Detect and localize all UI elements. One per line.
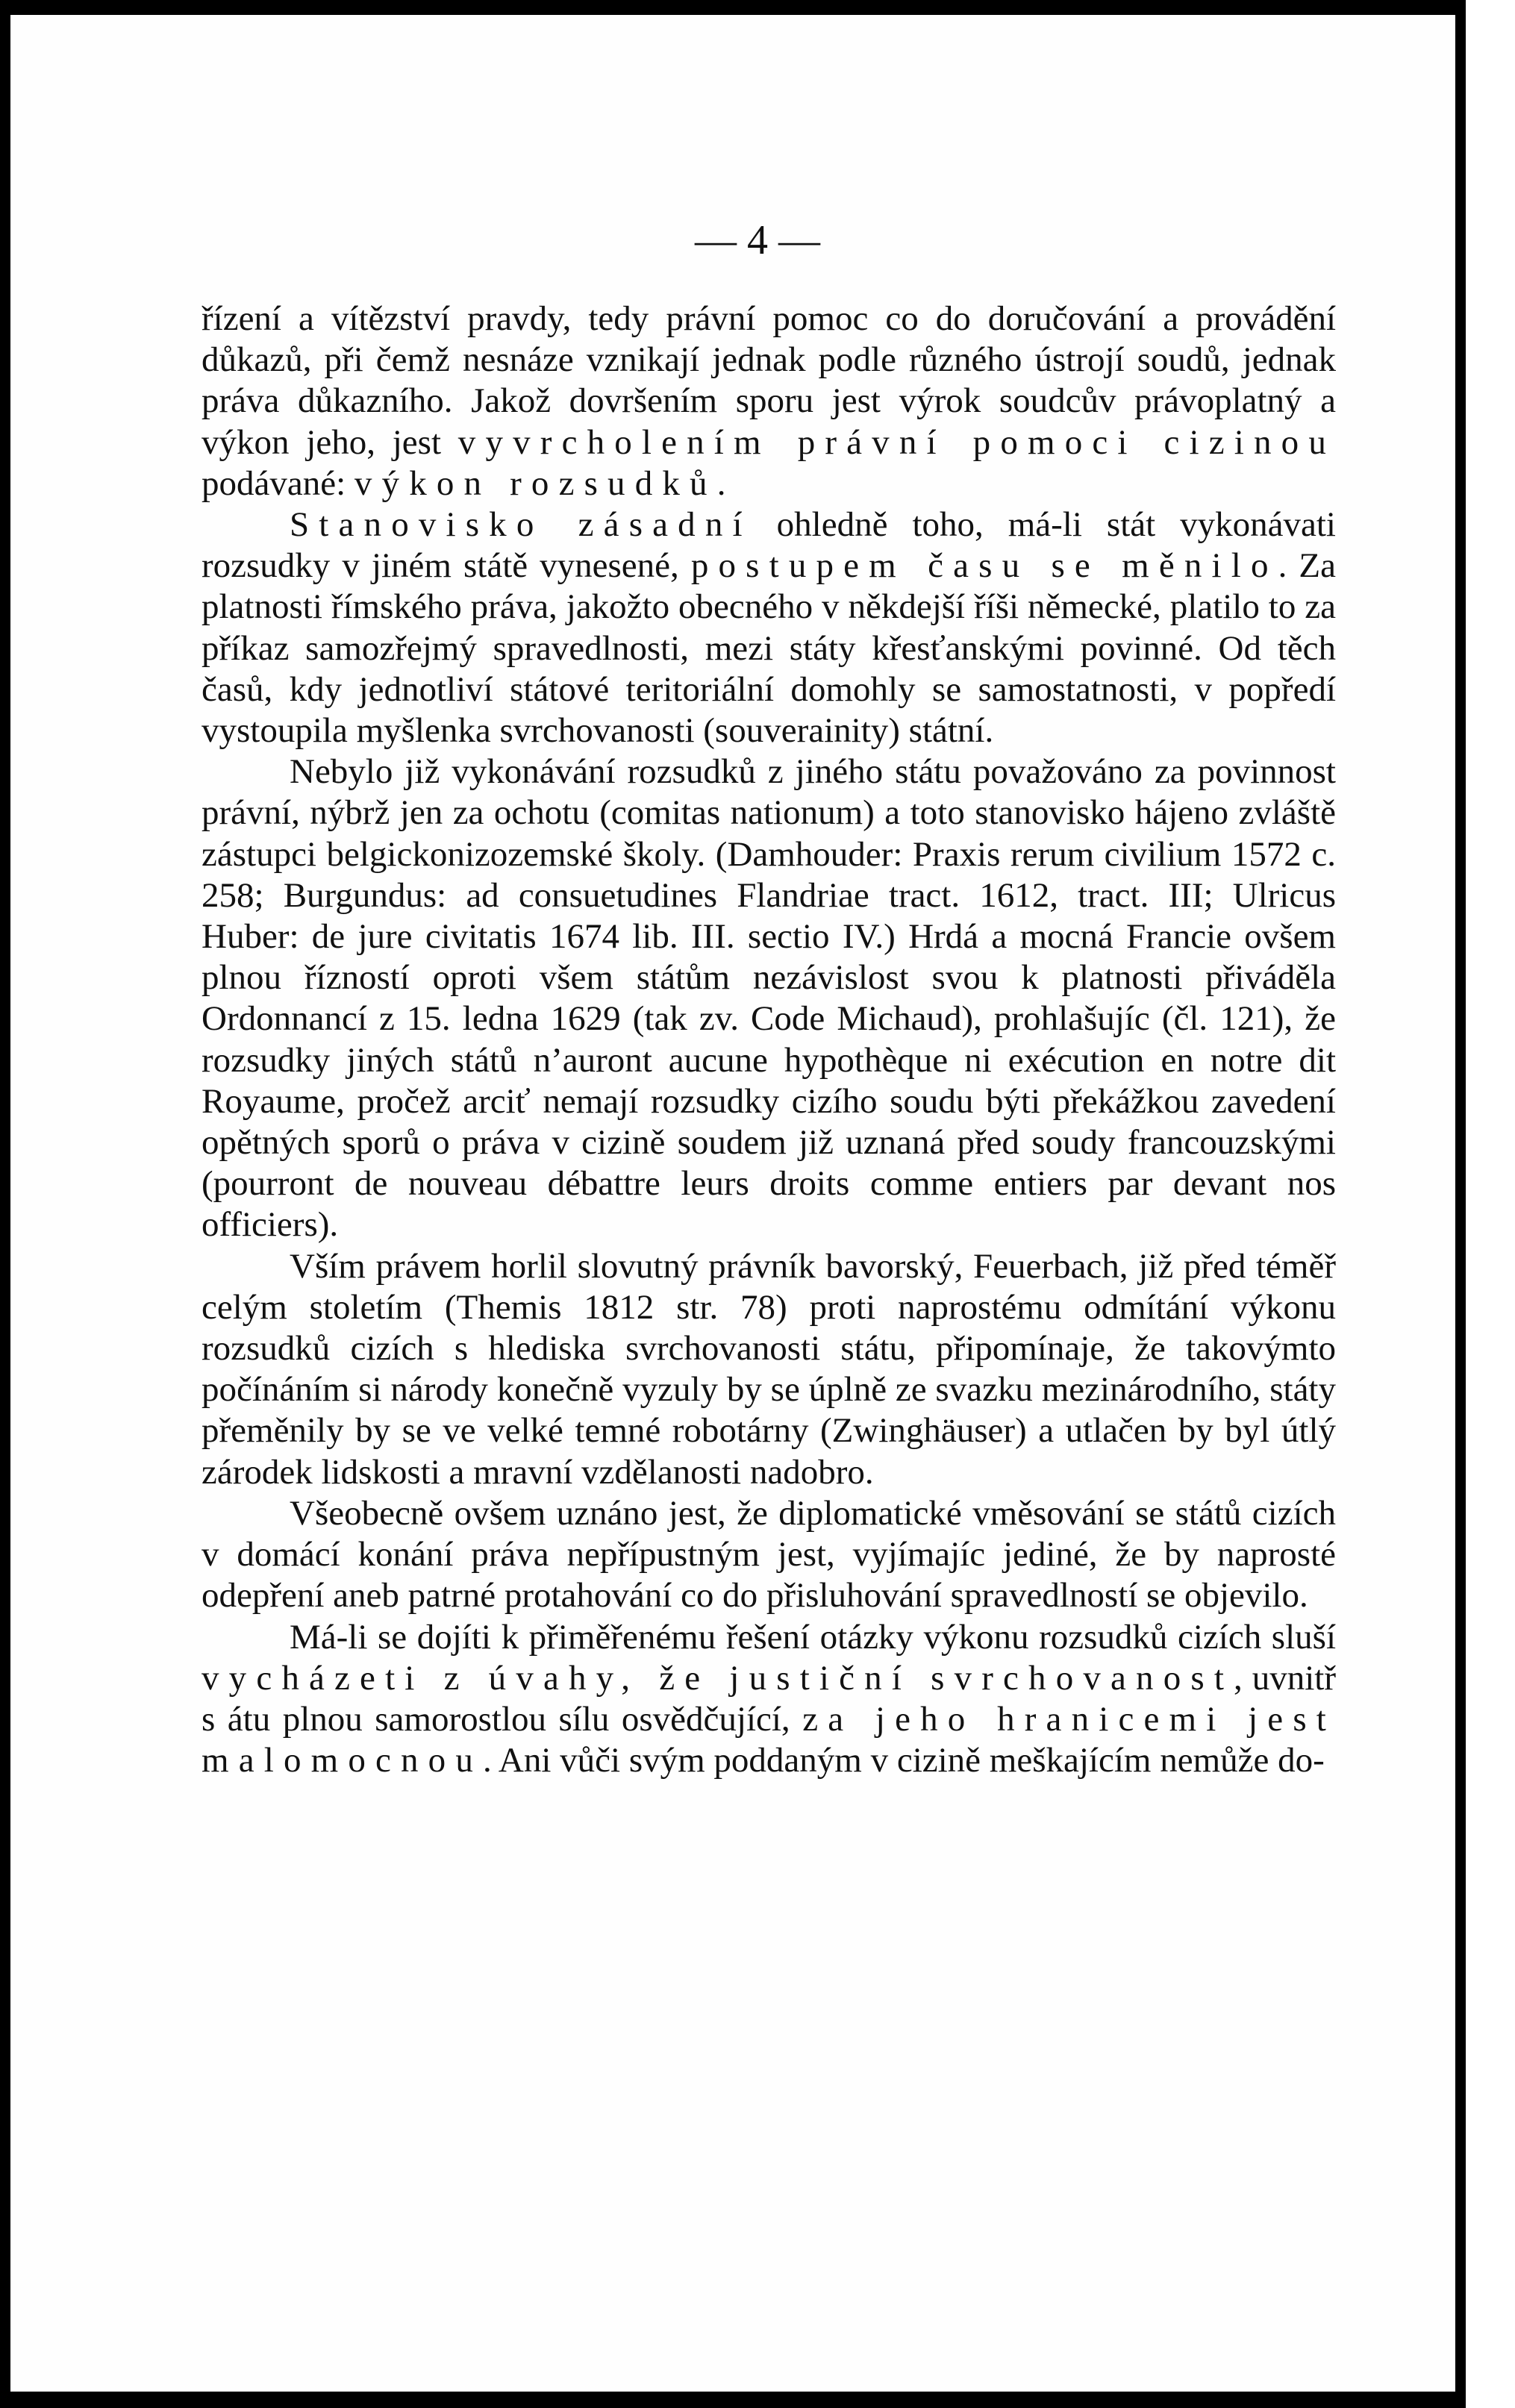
page-edge-shadow xyxy=(1455,0,1466,2408)
text-run: podávané: xyxy=(202,463,354,503)
emphasis-run: Stanovisko zásadní xyxy=(290,505,752,545)
page-number: — 4 — xyxy=(695,217,820,263)
emphasis-run: vyvrcholením právní pomoci cizinou xyxy=(457,422,1336,462)
paragraph xyxy=(202,298,1336,504)
text-run: Má-li se dojíti k přiměřenému řešení otázky výkonu rozsudků cizích sluší xyxy=(290,1617,1336,1657)
paragraph xyxy=(202,504,1336,751)
text-run: řízení a vítězství pravdy, tedy právní pomoc co do doručování a provádění důkazů, při čemž nesnáze vznikají jednak podle různého ústrojí soudů, jednak práva důkazního. Jakož dovršením sporu jest výrok soudcův právoplatný a výkon jeho, jest xyxy=(202,299,1336,462)
paragraph xyxy=(202,1617,1336,1782)
emphasis-run: výkon rozsudků xyxy=(354,463,717,503)
emphasis-run: vycházeti z úvahy, že justiční svrchovanost xyxy=(202,1658,1234,1698)
body-text xyxy=(202,298,1336,1781)
paragraph xyxy=(202,1493,1336,1617)
text-run: . xyxy=(716,463,726,503)
emphasis-run: za jeho hranicemi jest malomocnou xyxy=(202,1699,1336,1780)
text-run: Všeobecně ovšem uznáno jest, že diplomatické vměsování se států cizích v domácí konání práva nepřípustným jest, vyjímajíc jediné, že by naprosté odepření aneb patrné protahování co do přisluhování spravedlností se objevilo. xyxy=(202,1493,1336,1616)
emphasis-run: postupem času se měnilo xyxy=(690,546,1278,586)
text-run: , uvnitř s átu plnou samorostlou sílu osvědčující, xyxy=(202,1658,1336,1739)
text-run: Nebylo již vykonávání rozsudků z jiného státu považováno za povinnost právní, nýbrž jen za ochotu (comitas nationum) a toto stanovisko hájeno zvláště zástupci belgickonizozemské školy. (Damhouder: Praxis rerum civilium 1572 c. 258; Burgundus: ad consuetudines Flandriae tract. 1612, tract. III; Ulricus Huber: de jure civitatis 1674 lib. III. sectio IV.) Hrdá a mocná Francie ovšem plnou řízností oproti všem státům nezávislost svou k platnosti přiváděla Ordonnancí z 15. ledna 1629 (tak zv. Code Michaud), prohlašujíc (čl. 121), že rozsudky jiných států n’auront aucune hypothèque ni exécution en notre dit Royaume, pročež arciť nemají rozsudky cizího soudu býti překážkou zavedení opětných sporů o práva v cizině soudem již uznaná před soudy francouzskými (pourront de nouveau débattre leurs droits comme entiers par devant nos officiers). xyxy=(202,752,1336,1245)
text-run: . Ani vůči svým poddaným v cizině meškajícím nemůže do- xyxy=(483,1741,1325,1780)
paragraph xyxy=(202,751,1336,1245)
text-run: ohledně toho, má-li stát vykonávati rozsudky v jiném státě vynesené, xyxy=(202,505,1336,586)
text-run: Vším právem horlil slovutný právník bavorský, Feuerbach, již před téměř celým stoletím (Themis 1812 str. 78) proti naprostému odmítání výkonu rozsudků cizích s hlediska svrchovanosti státu, připomínaje, že takovýmto počínáním si národy konečně vyzuly by se úplně ze svazku mezinárodního, státy přeměnily by se ve velké temné robotárny (Zwinghäuser) a utlačen by byl útlý zárodek lidskosti a mravní vzdělanosti nadobro. xyxy=(202,1246,1336,1492)
paragraph xyxy=(202,1246,1336,1493)
text-run: . Za platnosti římského práva, jakožto obecného v někdejší říši německé, platilo to za příkaz samozřejmý spravedlnosti, mezi státy křesťanskými povinné. Od těch časů, kdy jednotliví státové teritoriální domohly se samostatnosti, v popředí vystoupila myšlenka svrchovanosti (souverainity) státní. xyxy=(202,546,1336,751)
